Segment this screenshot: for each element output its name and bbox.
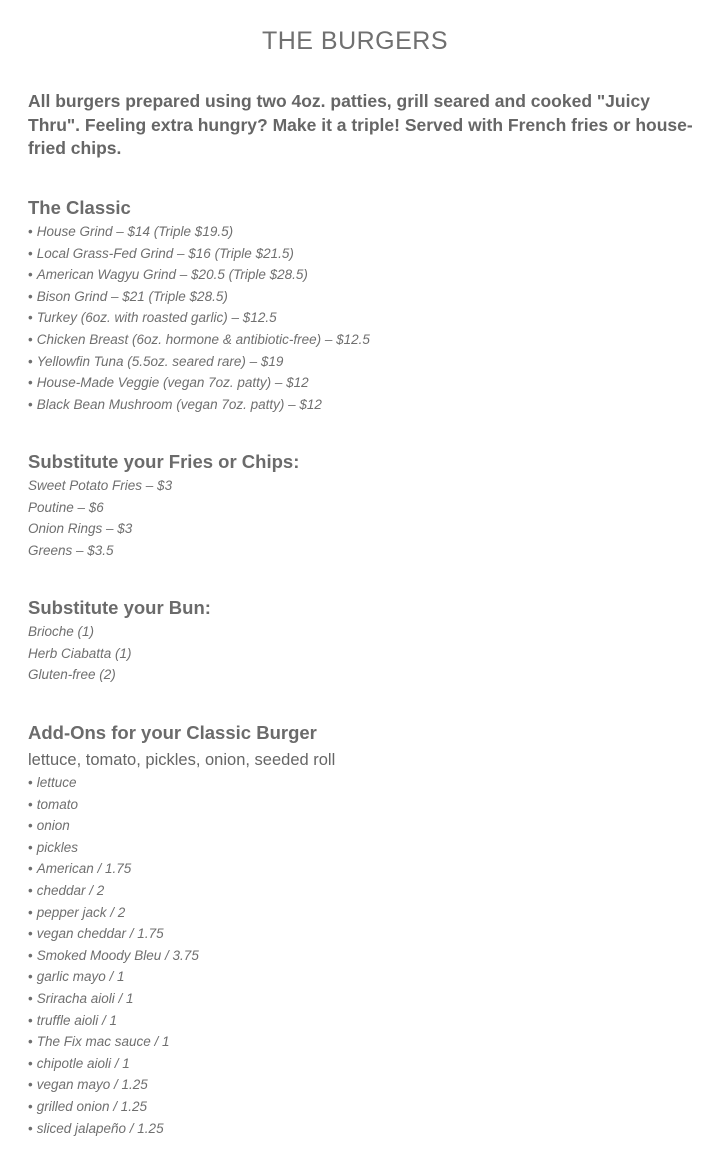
menu-item-text: Gluten-free (2) (28, 667, 116, 683)
addons-section (28, 721, 698, 1139)
menu-item (28, 966, 698, 988)
bullet-glyph: • (28, 1055, 33, 1071)
classic-section (28, 196, 698, 415)
menu-item-text: Chicken Breast (6oz. hormone & antibiotic-free) – $12.5 (36, 331, 370, 347)
bullet-glyph: • (28, 310, 33, 326)
menu-item-text: truffle aioli / 1 (36, 1012, 118, 1028)
menu-item (28, 243, 698, 265)
menu-item-text: Onion Rings – $3 (28, 521, 133, 537)
bullet-glyph: • (28, 396, 33, 412)
addons-heading: Add-Ons for your Classic Burger (28, 722, 317, 743)
bullet-glyph: • (28, 904, 33, 920)
menu-item (28, 394, 698, 416)
menu-item-text: House Grind – $14 (Triple $19.5) (36, 224, 234, 239)
menu-item-text: Sweet Potato Fries – $3 (28, 478, 173, 493)
page-title: THE BURGERS (261, 26, 449, 55)
menu-item (28, 1010, 698, 1032)
menu-item (28, 221, 698, 243)
intro-text: All burgers prepared using two 4oz. patties, grill seared and cooked "Juicy Thru". Feeling extra hungry? Make it a triple! Served with French fries or house-fried chips. (28, 91, 693, 158)
addons-subtitle: lettuce, tomato, pickles, onion, seeded roll (28, 751, 336, 769)
menu-item-text: Bison Grind – $21 (Triple $28.5) (36, 288, 228, 304)
menu-item (28, 540, 698, 562)
menu-item (28, 1031, 698, 1053)
menu-item-text: American / 1.75 (36, 861, 132, 877)
bullet-glyph: • (28, 775, 33, 790)
bullet-glyph: • (28, 331, 33, 347)
bullet-glyph: • (28, 990, 33, 1006)
menu-item (28, 475, 698, 497)
menu-item-text: Smoked Moody Bleu / 3.75 (36, 947, 199, 963)
menu-item-text: House-Made Veggie (vegan 7oz. patty) – $12 (36, 375, 309, 391)
menu-item-text: Sriracha aioli / 1 (36, 990, 134, 1006)
bullet-glyph: • (28, 288, 33, 304)
menu-item (28, 815, 698, 837)
bun-list (28, 621, 698, 686)
bullet-glyph: • (28, 1098, 33, 1114)
menu-item-text: tomato (36, 796, 79, 812)
menu-item-text: lettuce (36, 775, 77, 790)
bullet-glyph: • (28, 1012, 33, 1028)
bullet-glyph: • (28, 245, 33, 261)
bullet-glyph: • (28, 375, 33, 391)
menu-item (28, 880, 698, 902)
bullet-glyph: • (28, 839, 33, 855)
bullet-glyph: • (28, 969, 33, 985)
menu-item-text: onion (36, 818, 70, 834)
menu-item-text: Turkey (6oz. with roasted garlic) – $12.5 (36, 310, 277, 326)
menu-item (28, 621, 698, 643)
menu-item-text: vegan mayo / 1.25 (36, 1077, 148, 1093)
bullet-glyph: • (28, 353, 33, 369)
menu-item-text: American Wagyu Grind – $20.5 (Triple $28.5) (36, 267, 308, 283)
menu-item-text: The Fix mac sauce / 1 (36, 1034, 170, 1050)
menu-item (28, 264, 698, 286)
menu-item (28, 497, 698, 519)
menu-item (28, 1053, 698, 1075)
menu-item (28, 837, 698, 859)
menu-item (28, 988, 698, 1010)
menu-item (28, 945, 698, 967)
menu-item-text: pickles (36, 839, 78, 855)
menu-item-text: cheddar / 2 (36, 882, 105, 898)
menu-item (28, 794, 698, 816)
addons-list (28, 772, 698, 1139)
bullet-glyph: • (28, 926, 33, 942)
bun-section (28, 596, 698, 686)
bullet-glyph: • (28, 818, 33, 834)
menu-item (28, 1118, 698, 1140)
menu-item (28, 664, 698, 686)
menu-item-text: grilled onion / 1.25 (36, 1098, 148, 1114)
fries-heading: Substitute your Fries or Chips: (28, 451, 300, 472)
fries-section (28, 450, 698, 561)
menu-item-text: sliced jalapeño / 1.25 (36, 1120, 164, 1136)
classic-heading: The Classic (28, 197, 131, 218)
menu-item-text: Greens – $3.5 (28, 542, 114, 558)
bullet-glyph: • (28, 796, 33, 812)
menu-item-text: Brioche (1) (28, 624, 95, 639)
menu-item (28, 923, 698, 945)
bullet-glyph: • (28, 947, 33, 963)
bullet-glyph: • (28, 882, 33, 898)
menu-item-text: pepper jack / 2 (36, 904, 126, 920)
menu-item (28, 372, 698, 394)
bullet-glyph: • (28, 861, 33, 877)
fries-list (28, 475, 698, 561)
menu-item-text: vegan cheddar / 1.75 (36, 926, 164, 942)
bullet-glyph: • (28, 267, 33, 283)
menu-item (28, 858, 698, 880)
menu-item (28, 329, 698, 351)
menu-item-text: garlic mayo / 1 (36, 969, 125, 985)
menu-item (28, 518, 698, 540)
menu-item-text: Local Grass-Fed Grind – $16 (Triple $21.5) (36, 245, 294, 261)
menu-item (28, 902, 698, 924)
menu-item (28, 351, 698, 373)
menu-item-text: Herb Ciabatta (1) (28, 645, 132, 661)
menu-item (28, 1096, 698, 1118)
menu-item (28, 307, 698, 329)
bullet-glyph: • (28, 1034, 33, 1050)
bun-heading: Substitute your Bun: (28, 597, 211, 618)
menu-item (28, 286, 698, 308)
menu-item (28, 1074, 698, 1096)
menu-item (28, 643, 698, 665)
menu-item-text: chipotle aioli / 1 (36, 1055, 130, 1071)
menu-item-text: Yellowfin Tuna (5.5oz. seared rare) – $19 (36, 353, 284, 369)
menu-item-text: Poutine – $6 (28, 499, 104, 515)
bullet-glyph: • (28, 1120, 33, 1136)
bullet-glyph: • (28, 1077, 33, 1093)
bullet-glyph: • (28, 224, 33, 239)
menu-item (28, 772, 698, 794)
menu-item-text: Black Bean Mushroom (vegan 7oz. patty) – $12 (36, 396, 322, 412)
classic-list (28, 221, 698, 415)
